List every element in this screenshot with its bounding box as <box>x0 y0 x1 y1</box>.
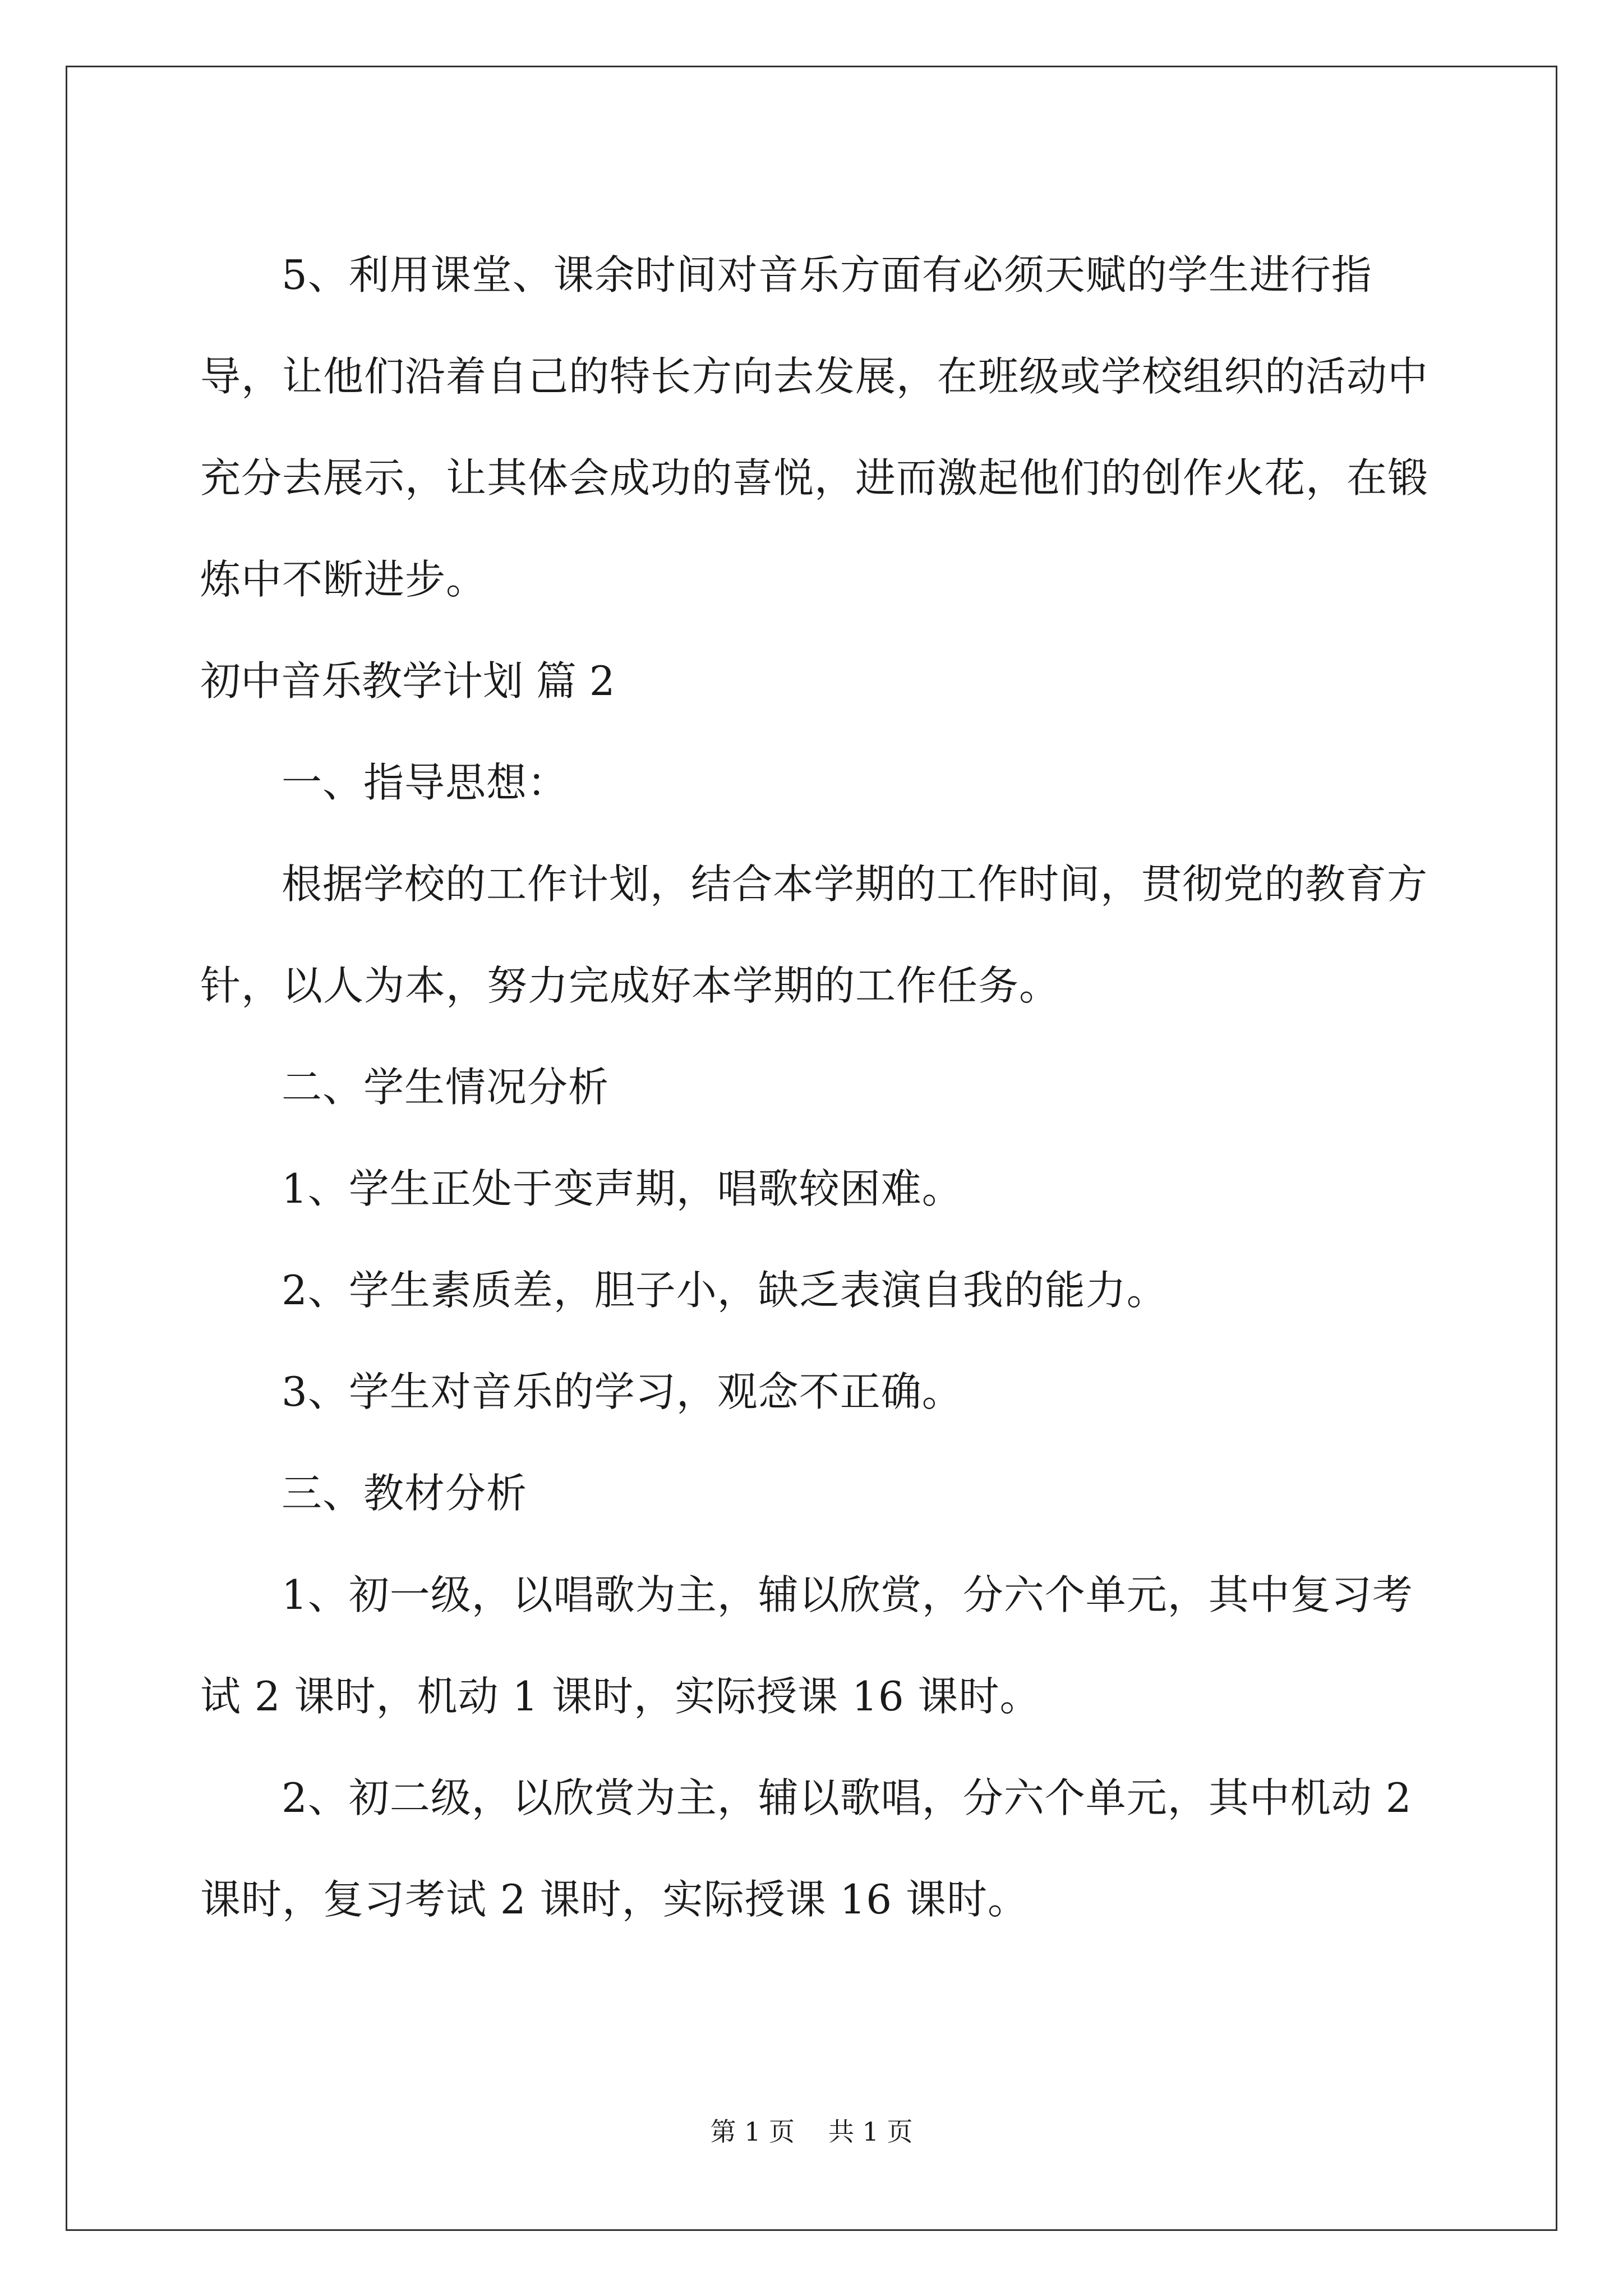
list-item-student-3: 3、学生对音乐的学习，观念不正确。 <box>282 1368 963 1415</box>
heading-textbook-analysis: 三、教材分析 <box>282 1470 528 1517</box>
list-item-textbook-2: 2、初二级，以欣赏为主，辅以歌唱，分六个单元，其中机动 2 课时，复习考试 2 课时，实际授课 16 课时。 <box>200 1774 1412 1923</box>
heading-guiding-ideology: 一、指导思想： <box>282 759 569 806</box>
paragraph-guiding-ideology: 根据学校的工作计划，结合本学期的工作时间，贯彻党的教育方针，以人为本，努力完成好本学期的工作任务。 <box>200 861 1428 1009</box>
list-item-textbook-1: 1、初一级，以唱歌为主，辅以欣赏，分六个单元，其中复习考试 2 课时，机动 1 课时，实际授课 16 课时。 <box>200 1571 1413 1720</box>
list-item-student-2: 2、学生素质差，胆子小，缺乏表演自我的能力。 <box>282 1267 1168 1314</box>
page-number-total: 共 1 页 <box>828 2116 913 2147</box>
heading-student-analysis: 二、学生情况分析 <box>282 1064 610 1111</box>
section-title: 初中音乐教学计划 篇 2 <box>200 657 615 705</box>
document-body <box>200 224 1428 1950</box>
page-number-current: 第 1 页 <box>710 2116 795 2147</box>
paragraph-talent-guidance: 5、利用课堂、课余时间对音乐方面有必须天赋的学生进行指导，让他们沿着自己的特长方向去发展，在班级或学校组织的活动中充分去展示，让其体会成功的喜悦，进而激起他们的创作火花，在锻炼中不断进步。 <box>200 251 1429 603</box>
list-item-student-1: 1、学生正处于变声期，唱歌较困难。 <box>282 1165 963 1212</box>
page-footer <box>0 2115 1623 2148</box>
